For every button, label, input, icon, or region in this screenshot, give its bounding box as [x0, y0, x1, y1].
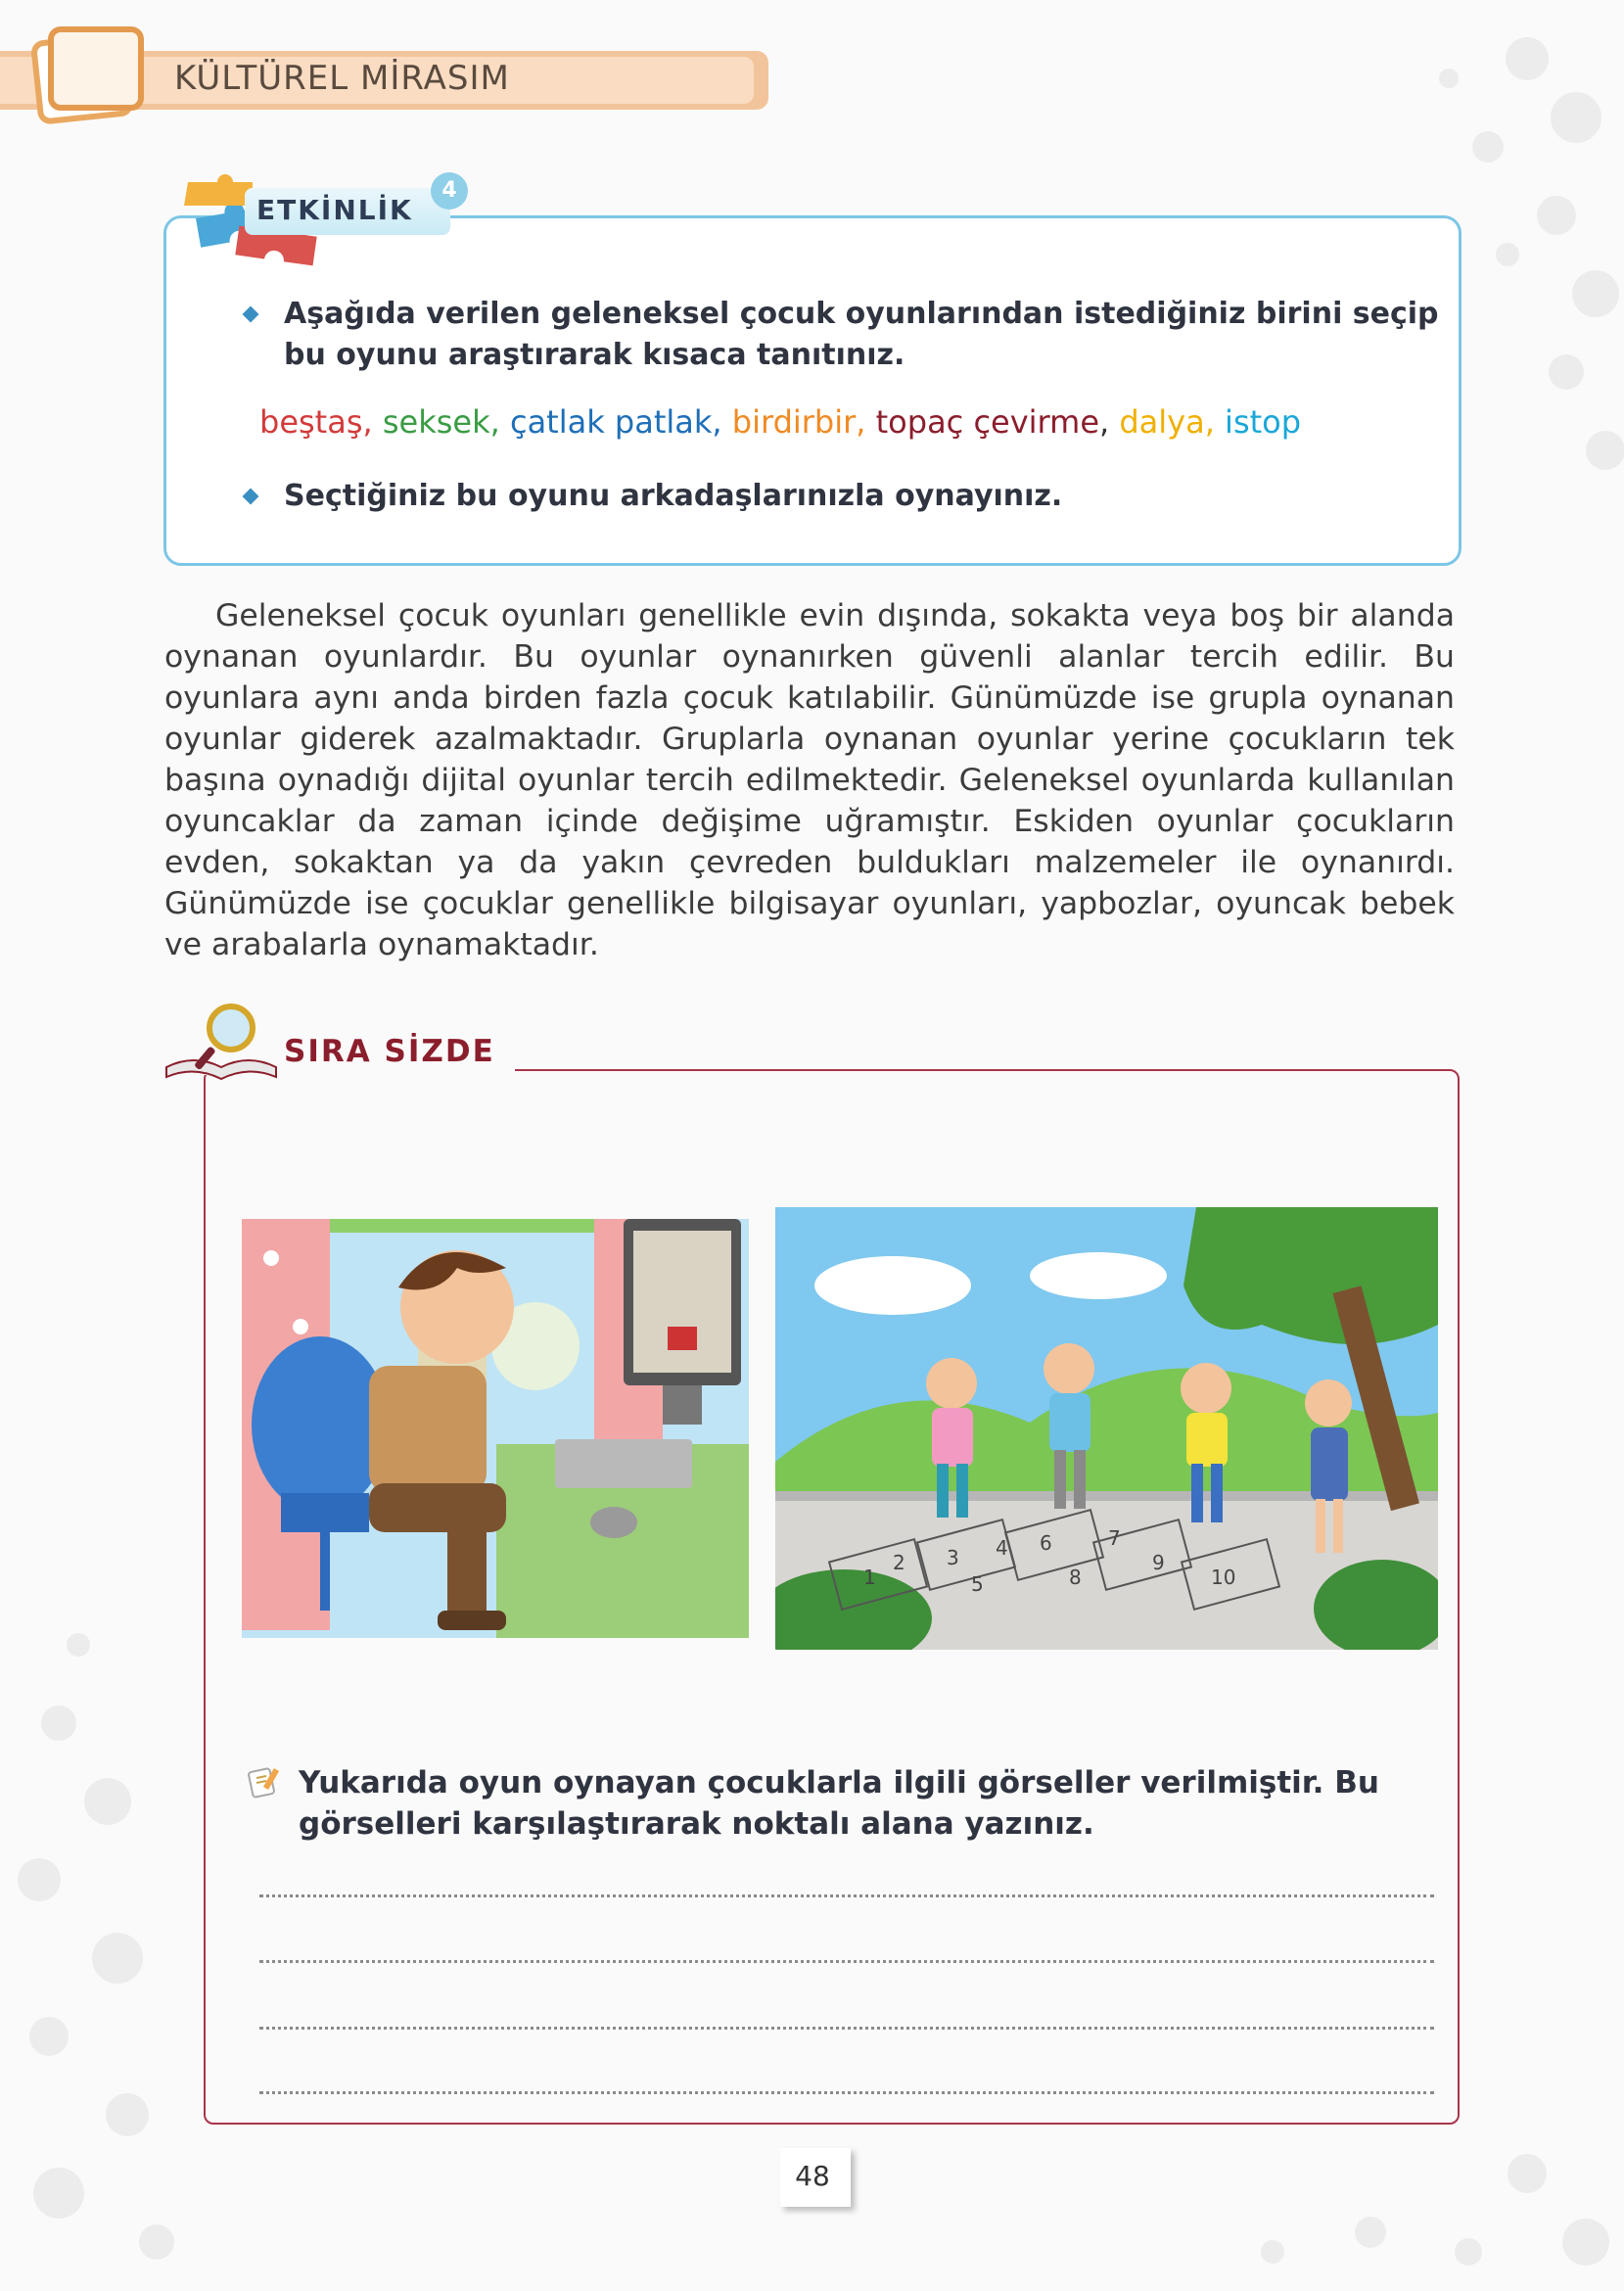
answer-dotted-line[interactable]	[259, 2027, 1434, 2030]
game-item: çatlak patlak	[509, 403, 713, 441]
etkinlik-number: 4	[431, 172, 468, 210]
game-item: seksek	[382, 403, 490, 441]
boy-playing-computer-illustration	[242, 1219, 749, 1638]
separator: ,	[362, 403, 383, 441]
hopscotch-number: 3	[947, 1546, 959, 1569]
etkinlik-instruction-2: Seçtiğiniz bu oyunu arkadaşlarınızla oynayınız.	[284, 479, 1063, 513]
etkinlik-title: ETKİNLİK	[256, 194, 413, 226]
header-title: KÜLTÜREL MİRASIM	[174, 59, 510, 98]
page-number: 48	[795, 2160, 830, 2192]
game-item: topaç çevirme	[875, 403, 1099, 441]
hopscotch-number: 1	[863, 1566, 876, 1589]
hopscotch-number: 2	[893, 1551, 905, 1574]
hopscotch-number: 6	[1040, 1531, 1052, 1555]
etkinlik-instruction-1: Aşağıda verilen geleneksel çocuk oyunlarından istediğiniz birini seçip bu oyunu araştırarak kısaca tanıtınız.	[284, 297, 1439, 372]
hopscotch-number: 5	[971, 1572, 984, 1596]
separator: ,	[1099, 403, 1120, 441]
separator: ,	[1204, 403, 1226, 441]
answer-dotted-line[interactable]	[259, 1894, 1434, 1897]
book-magnifier-icon	[162, 999, 280, 1093]
answer-dotted-line[interactable]	[259, 1960, 1434, 1963]
game-item: istop	[1225, 403, 1302, 441]
pencil-note-icon	[247, 1764, 282, 1800]
hopscotch-number: 9	[1152, 1551, 1165, 1574]
game-item: dalya	[1119, 403, 1205, 441]
children-playing-hopscotch-illustration	[775, 1207, 1438, 1650]
hopscotch-number: 7	[1108, 1526, 1121, 1550]
hopscotch-number: 4	[996, 1536, 1008, 1560]
header-frame-icon	[29, 22, 147, 129]
sira-sizde-question: Yukarıda oyun oynayan çocuklarla ilgili görseller verilmiştir. Bu görselleri karşılaştırarak noktalı alana yazınız.	[299, 1765, 1379, 1842]
hopscotch-number: 10	[1211, 1566, 1236, 1589]
game-item: birdirbir	[731, 403, 857, 441]
games-list	[259, 403, 1301, 441]
separator: ,	[489, 403, 510, 441]
answer-dotted-line[interactable]	[259, 2091, 1434, 2094]
body-paragraph: Geleneksel çocuk oyunları genellikle evin dışında, sokakta veya boş bir alanda oynanan oyunlardır. Bu oyunlar oynanırken güvenli alanlar tercih edilir. Bu oyunlara aynı anda birden fazla çocuk katılabilir. Günümüzde ise grupla oynanan oyunlar giderek azalmaktadır. Gruplarla oynanan oyunlar yerine çocukların tek başına oynadığı dijital oyunlar tercih edilmektedir. Geleneksel oyunlarda kullanılan oyuncaklar da zaman içinde değişime uğramıştır. Eskiden oyunlar çocukların evden, sokaktan ya da yakın çevreden buldukları malzemeler ile oynanırdı. Günümüzde ise çocuklar genellikle bilgisayar oyunları, yapbozlar, oyuncak bebek ve arabalarla oynamaktadır.	[164, 598, 1455, 962]
sira-sizde-title: SIRA SİZDE	[284, 1034, 495, 1069]
game-item: beştaş	[259, 403, 363, 441]
hopscotch-number: 8	[1069, 1566, 1082, 1589]
separator: ,	[856, 403, 876, 441]
separator: ,	[712, 403, 732, 441]
